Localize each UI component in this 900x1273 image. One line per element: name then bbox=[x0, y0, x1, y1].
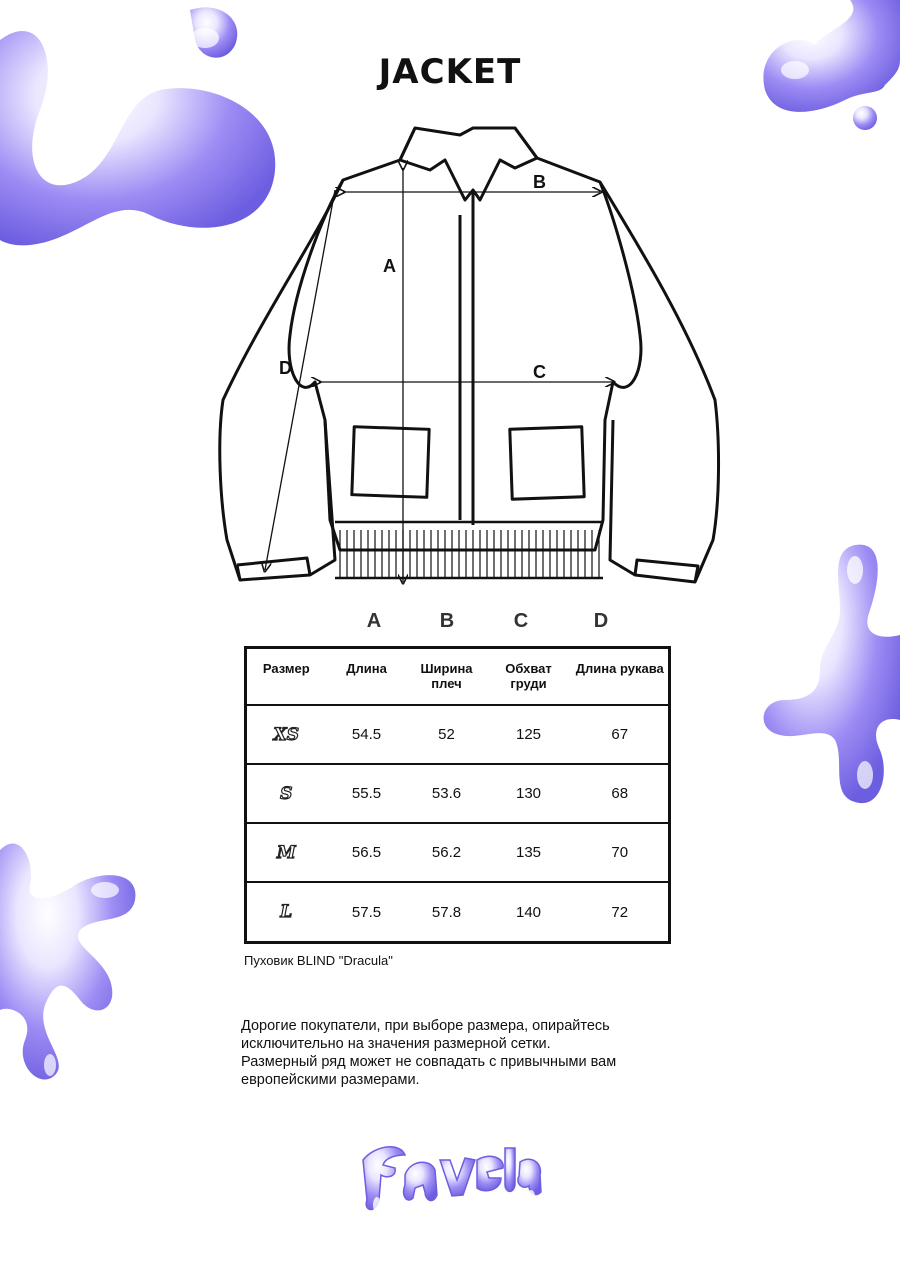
cell-chest: 130 bbox=[486, 764, 572, 823]
label-b: B bbox=[533, 172, 546, 192]
cell-length: 55.5 bbox=[326, 764, 408, 823]
cell-length: 56.5 bbox=[326, 823, 408, 882]
size-notice bbox=[241, 1017, 661, 1089]
column-letter-c: C bbox=[513, 610, 529, 632]
header-length: Длина bbox=[326, 648, 408, 706]
cell-length: 57.5 bbox=[351, 903, 382, 921]
table-header-row bbox=[246, 648, 670, 706]
cell-chest: 140 bbox=[515, 903, 542, 921]
column-letter-a: A bbox=[366, 610, 382, 632]
decor-blob-right bbox=[760, 540, 900, 820]
notice-line: Дорогие покупатели, при выборе размера, опирайтесь bbox=[241, 1018, 610, 1034]
cell-sleeve: 67 bbox=[572, 705, 670, 764]
notice-line: европейскими размерами. bbox=[241, 1072, 420, 1088]
cell-chest: 125 bbox=[486, 705, 572, 764]
size-table bbox=[244, 646, 671, 944]
product-caption: Пуховик BLIND "Dracula" bbox=[244, 953, 393, 968]
table-row bbox=[246, 764, 670, 823]
jacket-diagram bbox=[215, 120, 725, 600]
cell-shoulders: 57.8 bbox=[431, 903, 462, 921]
size-label: M bbox=[276, 842, 296, 863]
cell-shoulders: 52 bbox=[408, 705, 486, 764]
cell-sleeve: 68 bbox=[572, 764, 670, 823]
label-a: A bbox=[383, 256, 396, 276]
table-row bbox=[246, 823, 670, 882]
table-row bbox=[246, 882, 670, 942]
cell-shoulders: 53.6 bbox=[408, 764, 486, 823]
size-label: L bbox=[280, 902, 293, 923]
cell-sleeve: 72 bbox=[611, 903, 629, 921]
brand-logo bbox=[355, 1130, 545, 1225]
header-shoulders: Ширина плеч bbox=[408, 648, 486, 706]
size-label: XS bbox=[273, 724, 299, 745]
page-title: JACKET bbox=[378, 52, 522, 92]
header-chest: Обхват груди bbox=[486, 648, 572, 706]
cell-shoulders: 56.2 bbox=[408, 823, 486, 882]
notice-line: исключительно на значения размерной сетки. bbox=[241, 1036, 551, 1052]
header-sleeve: Длина рукава bbox=[572, 648, 670, 706]
cell-sleeve: 70 bbox=[572, 823, 670, 882]
notice-line: Размерный ряд может не совпадать с привычными вам bbox=[241, 1054, 617, 1070]
cell-length: 54.5 bbox=[326, 705, 408, 764]
table-row bbox=[246, 705, 670, 764]
label-c: C bbox=[533, 362, 546, 382]
column-letter-d: D bbox=[593, 610, 609, 632]
decor-blob-left bbox=[0, 830, 145, 1080]
size-label: S bbox=[280, 783, 293, 804]
column-letter-b: B bbox=[439, 610, 455, 632]
header-size: Размер bbox=[246, 648, 326, 706]
cell-chest: 135 bbox=[486, 823, 572, 882]
column-letters bbox=[0, 610, 900, 640]
label-d: D bbox=[279, 358, 292, 378]
